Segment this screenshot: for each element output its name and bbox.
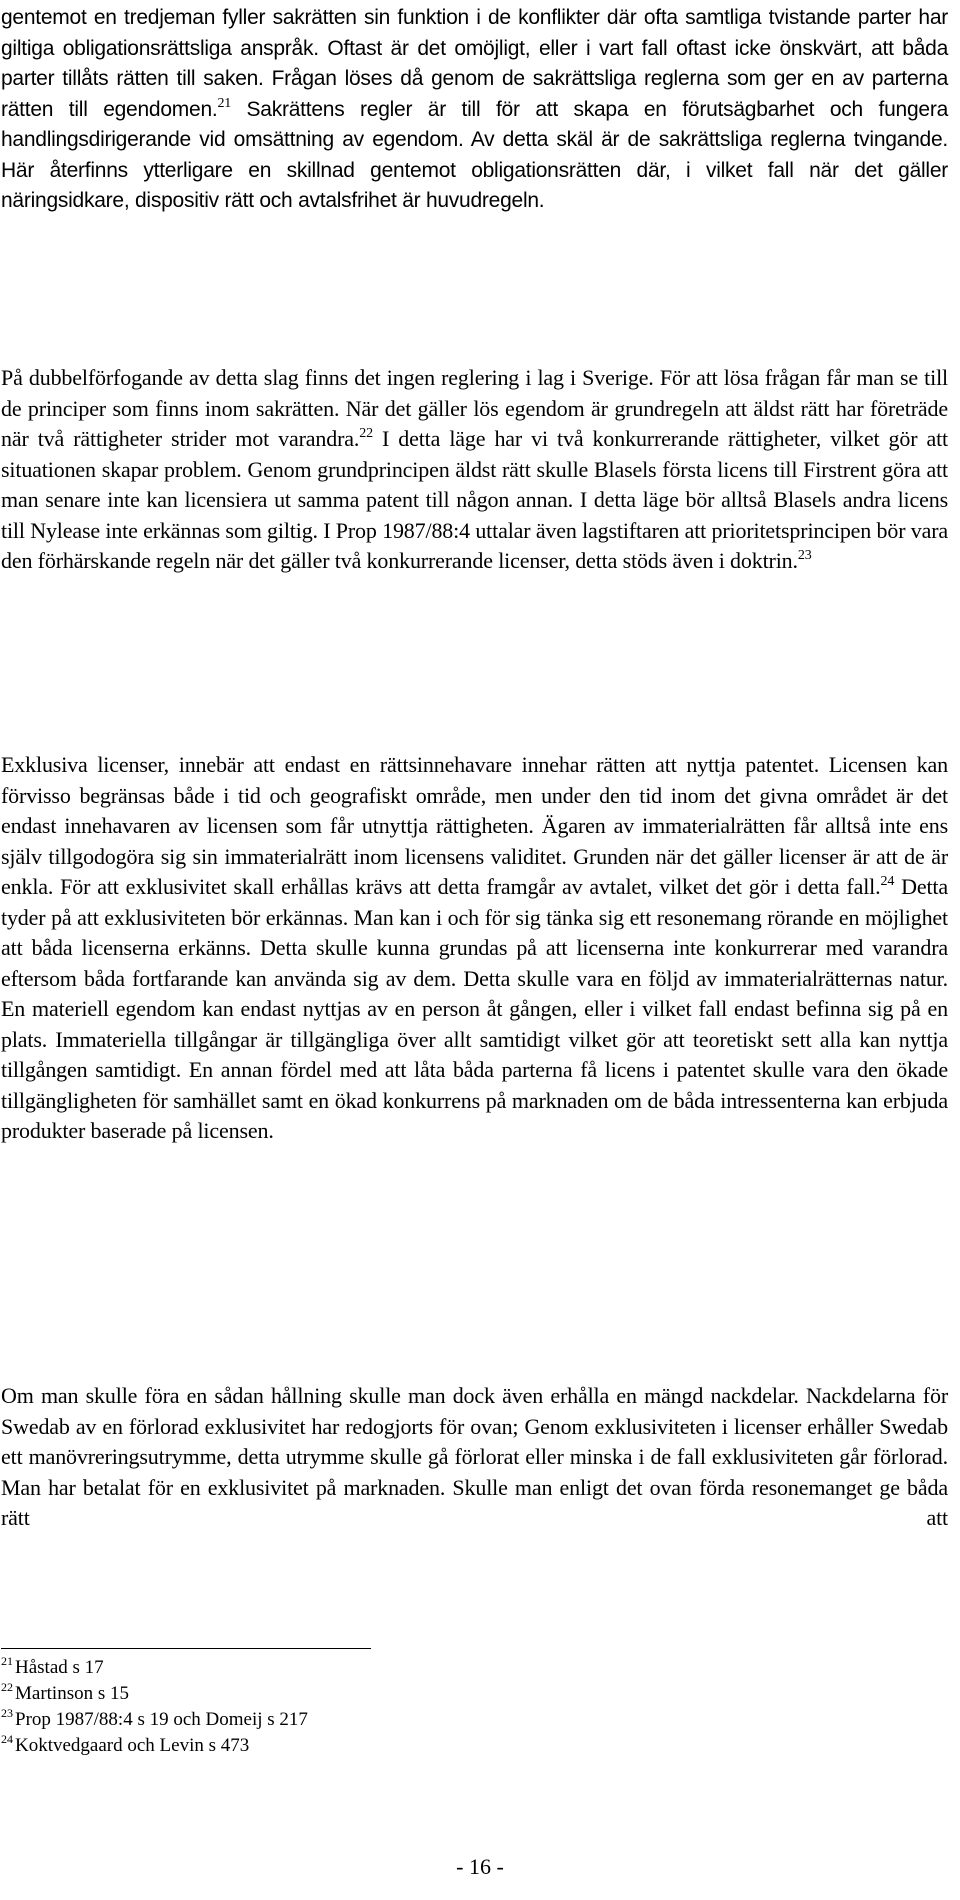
paragraph-2-text-a: På dubbelförfogande av detta slag finns det ingen reglering i lag i Sverige. För att lösa frågan får man se till de principer som finns inom sakrätten. När det gäller lös egendom är grundregeln att äldst rätt har företräde när två rättigheter strider mot varandra. [1, 365, 948, 451]
footnote-21 [1, 1655, 701, 1681]
footnote-ref-24[interactable]: 24 [880, 873, 895, 889]
footnotes [1, 1655, 701, 1759]
footnote-24 [1, 1733, 701, 1759]
paragraph-3-text-a: Exklusiva licenser, innebär att endast en rättsinnehavare innehar rätten att nyttja patentet. Licensen kan förvisso begränsas både i tid och geografiskt område, men under den tid inom det givna området är det endast innehavaren av licensen som får utnyttja rättigheten. Ägaren av immaterialrätten får alltså inte ens själv tillgodogöra sig sin immaterialrätt inom licensens validitet. Grunden när det gäller licenser är att de är enkla. För att exklusivitet skall erhållas krävs att detta framgår av avtalet, vilket det gör i detta fall. [1, 752, 948, 899]
footnote-ref-23[interactable]: 23 [797, 547, 812, 563]
footnote-number: 23 [1, 1705, 13, 1720]
footnote-number: 22 [1, 1679, 13, 1694]
paragraph-1-text-a: gentemot en tredjeman fyller sakrätten sin funktion i de konflikter där ofta samtliga tvistande parter har giltiga obligationsrättsliga anspråk. Oftast är det omöjligt, eller i vart fall oftast icke önskvärt, att båda parter tillåts rätten till saken. Frågan löses då genom de sakrättsliga reglerna som ger en av parterna rätten till egendomen. [1, 6, 948, 121]
paragraph-2 [1, 363, 948, 577]
paragraph-1 [1, 3, 948, 217]
footnote-23 [1, 1707, 701, 1733]
footnote-text: Martinson s 15 [15, 1683, 129, 1704]
footnote-separator [1, 1648, 371, 1649]
footnote-text: Prop 1987/88:4 s 19 och Domeij s 217 [15, 1709, 308, 1730]
footnote-ref-22[interactable]: 22 [359, 425, 373, 441]
footnote-number: 21 [1, 1653, 13, 1668]
page-number: - 16 - [456, 1854, 504, 1879]
paragraph-4 [1, 1381, 948, 1534]
footnote-text: Håstad s 17 [15, 1657, 104, 1678]
footnote-22 [1, 1681, 701, 1707]
paragraph-3 [1, 750, 948, 1147]
footnote-ref-21[interactable]: 21 [217, 95, 231, 111]
footnote-text: Koktvedgaard och Levin s 473 [15, 1735, 250, 1756]
paragraph-4-text: Om man skulle föra en sådan hållning skulle man dock även erhålla en mängd nackdelar. Nackdelarna för Swedab av en förlorad exklusivitet har redogjorts för ovan; Genom exklusiviteten i licenser erhåller Swedab ett manövreringsutrymme, detta utrymme skulle gå förlorat eller minska i de fall exklusiviteten går förlorad. Man har betalat för en exklusivitet på marknaden. Skulle man enligt det ovan förda resonemanget ge båda rätt att [1, 1383, 948, 1530]
paragraph-2-text-b: I detta läge har vi två konkurrerande rättigheter, vilket gör att situationen skapar problem. Genom grundprincipen äldst rätt skulle Blasels första licens till Firstrent göra att man senare inte kan licensiera ut samma patent till någon annan. I detta läge bör alltså Blasels andra licens till Nylease inte erkännas som giltig. I Prop 1987/88:4 uttalar även lagstiftaren att prioritetsprincipen bör vara den förhärskande regeln när det gäller två konkurrerande licenser, detta stöds även i doktrin. [1, 426, 948, 573]
footnote-number: 24 [1, 1731, 13, 1746]
paragraph-3-text-b: Detta tyder på att exklusiviteten bör erkännas. Man kan i och för sig tänka sig ett resonemang rörande en möjlighet att båda licenserna erkänns. Detta skulle kunna grundas på att licenserna inte konkurrerar med varandra eftersom båda fortfarande kan använda sig av dem. Detta skulle vara en följd av immaterialrätternas natur. En materiell egendom kan endast nyttjas av en person åt gången, eller i vilket fall endast befinna sig på en plats. Immateriella tillgångar är tillgängliga över allt samtidigt vilket gör att teoretiskt sett alla kan nyttja tillgången samtidigt. En annan fördel med att låta båda parterna få licens i patentet skulle vara den ökade tillgängligheten för samhället samt en ökad konkurrens på marknaden om de båda intressenterna kan erbjuda produkter baserade på licensen. [1, 874, 948, 1143]
paragraph-1-text-b: Sakrättens regler är till för att skapa en förutsägbarhet och fungera handlingsdirigerande vid omsättning av egendom. Av detta skäl är de sakrättsliga reglerna tvingande. Här återfinns ytterligare en skillnad gentemot obligationsrätten där, i vilket fall när det gäller näringsidkare, dispositiv rätt och avtalsfrihet är huvudregeln. [1, 97, 948, 212]
